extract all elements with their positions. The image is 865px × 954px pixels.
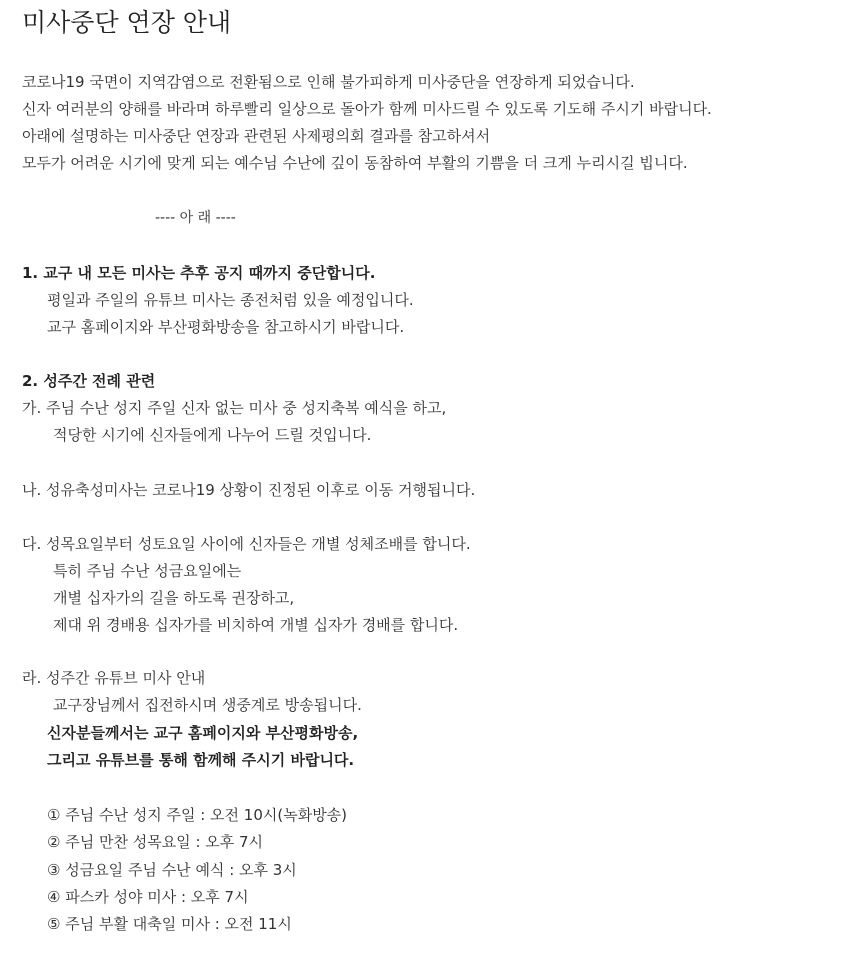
section1-line-2: 교구 홈페이지와 부산평화방송을 참고하시기 바랍니다. (47, 318, 405, 336)
da-line-3: 개별 십자가의 길을 하도록 권장하고, (53, 589, 295, 607)
schedule-item-3: ③ 성금요일 주님 수난 예식 : 오후 3시 (47, 861, 297, 879)
schedule-item-4: ④ 파스카 성야 미사 : 오후 7시 (47, 888, 249, 906)
schedule-item-5: ⑤ 주님 부활 대축일 미사 : 오전 11시 (47, 915, 292, 933)
schedule-item-1: ① 주님 수난 성지 주일 : 오전 10시(녹화방송) (47, 806, 348, 824)
ra-bold-line-2: 그리고 유튜브를 통해 함께해 주시기 바랍니다. (47, 751, 355, 769)
intro-line-4: 모두가 어려운 시기에 맞게 되는 예수님 수난에 깊이 동참하여 부활의 기쁨을 더 크게 누리시길 빕니다. (22, 154, 688, 172)
divider-text: ---- 아 래 ---- (155, 210, 236, 226)
page-title: 미사중단 연장 안내 (22, 8, 232, 37)
ra-line-2: 교구장님께서 집전하시며 생중계로 방송됩니다. (53, 696, 362, 714)
intro-line-3: 아래에 설명하는 미사중단 연장과 관련된 사제평의회 결과를 참고하셔서 (22, 127, 491, 145)
section1-heading: 1. 교구 내 모든 미사는 추후 공지 때까지 중단합니다. (22, 264, 376, 282)
ra-line-1: 라. 성주간 유튜브 미사 안내 (22, 669, 206, 687)
ra-bold-line-1: 신자분들께서는 교구 홈페이지와 부산평화방송, (47, 724, 359, 742)
da-line-1: 다. 성목요일부터 성토요일 사이에 신자들은 개별 성체조배를 합니다. (22, 535, 471, 553)
da-line-2: 특히 주님 수난 성금요일에는 (53, 562, 242, 580)
schedule-item-2: ② 주님 만찬 성목요일 : 오후 7시 (47, 833, 264, 851)
da-line-4: 제대 위 경배용 십자가를 비치하여 개별 십자가 경배를 합니다. (53, 616, 459, 634)
intro-line-1: 코로나19 국면이 지역감염으로 전환됨으로 인해 불가피하게 미사중단을 연장하게 되었습니다. (22, 73, 635, 91)
intro-line-2: 신자 여러분의 양해를 바라며 하루빨리 일상으로 돌아가 함께 미사드릴 수 있도록 기도해 주시기 바랍니다. (22, 100, 712, 118)
section1-line-1: 평일과 주일의 유튜브 미사는 종전처럼 있을 예정입니다. (47, 291, 414, 309)
ga-line-1: 가. 주님 수난 성지 주일 신자 없는 미사 중 성지축복 예식을 하고, (22, 399, 447, 417)
na-line-1: 나. 성유축성미사는 코로나19 상황이 진정된 이후로 이동 거행됩니다. (22, 481, 476, 499)
ga-line-2: 적당한 시기에 신자들에게 나누어 드릴 것입니다. (53, 426, 372, 444)
section2-heading: 2. 성주간 전례 관련 (22, 372, 156, 390)
